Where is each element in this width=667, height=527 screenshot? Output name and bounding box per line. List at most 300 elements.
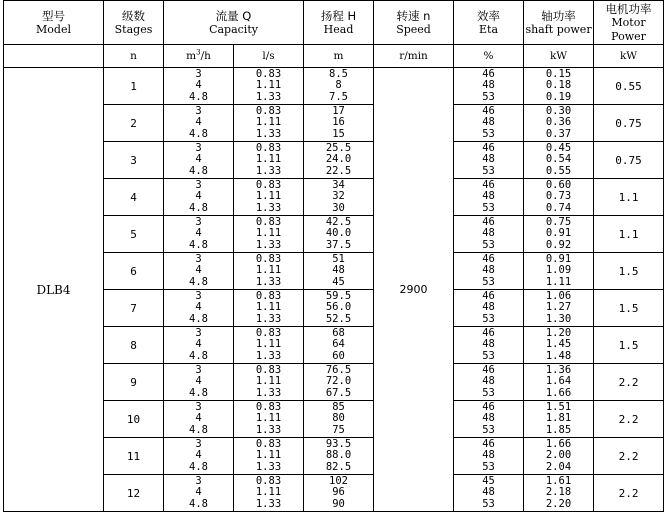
capacity-m3h-cell	[164, 68, 234, 105]
capacity-ls-cell-value: 1.33	[255, 90, 282, 103]
capacity-m3h-cell-value: 4	[195, 338, 202, 351]
head-cell-value: 82.5	[325, 460, 352, 473]
capacity-m3h-cell-value: 4.8	[189, 238, 208, 251]
head-cell-value: 56.0	[325, 301, 352, 314]
stage-cell: 11	[104, 438, 164, 475]
capacity-ls-cell-value: 1.11	[255, 412, 282, 425]
eta-cell	[454, 290, 524, 327]
motor-power-cell: 2.2	[594, 364, 664, 401]
capacity-ls-cell-value: 1.33	[255, 127, 282, 140]
motor-power-cell: 2.2	[594, 438, 664, 475]
eta-cell-value: 46	[482, 289, 495, 302]
shaft-power-cell-value: 1.85	[545, 423, 572, 436]
eta-cell-value: 46	[482, 67, 495, 80]
shaft-power-cell-value: 2.04	[545, 460, 572, 473]
capacity-ls-cell-value: 0.83	[255, 104, 282, 117]
head-cell-value: 45	[332, 275, 345, 288]
eta-cell-value: 45	[482, 474, 495, 487]
eta-cell-value: 48	[482, 375, 495, 388]
capacity-ls-cell	[234, 68, 304, 105]
capacity-m3h-cell-value: 4	[195, 116, 202, 129]
eta-cell-value: 46	[482, 252, 495, 265]
header-head-en: Head	[323, 22, 354, 36]
capacity-ls-cell-value: 1.11	[255, 264, 282, 277]
head-cell-value: 32	[332, 190, 345, 203]
capacity-ls-cell-value: 1.33	[255, 312, 282, 325]
header-stages-zh: 级数	[122, 8, 145, 23]
shaft-power-cell-value: 0.92	[545, 238, 572, 251]
shaft-power-cell-value: 1.66	[545, 386, 572, 399]
head-cell-value: 102	[329, 474, 348, 487]
head-cell	[304, 327, 374, 364]
capacity-ls-cell-value: 1.11	[255, 375, 282, 388]
capacity-ls-cell-value: 1.33	[255, 497, 282, 510]
shaft-power-cell	[524, 401, 594, 438]
eta-cell-value: 48	[482, 412, 495, 425]
eta-cell	[454, 142, 524, 179]
capacity-m3h-cell-value: 4	[195, 375, 202, 388]
header-shaft-power	[524, 1, 594, 45]
capacity-m3h-cell-value: 4.8	[189, 127, 208, 140]
capacity-ls-cell	[234, 475, 304, 512]
head-cell-value: 80	[332, 412, 345, 425]
motor-power-cell: 0.75	[594, 142, 664, 179]
capacity-m3h-cell	[164, 105, 234, 142]
head-cell	[304, 290, 374, 327]
eta-cell-value: 53	[482, 90, 495, 103]
capacity-m3h-cell-value: 3	[195, 326, 202, 339]
eta-cell-value: 53	[482, 275, 495, 288]
head-cell-value: 40.0	[325, 227, 352, 240]
capacity-m3h-cell-value: 4	[195, 190, 202, 203]
eta-cell	[454, 438, 524, 475]
shaft-power-cell-value: 1.81	[545, 412, 572, 425]
stage-cell: 10	[104, 401, 164, 438]
eta-cell-value: 48	[482, 449, 495, 462]
capacity-ls-cell-value: 1.33	[255, 460, 282, 473]
shaft-power-cell	[524, 179, 594, 216]
eta-cell	[454, 68, 524, 105]
capacity-m3h-cell	[164, 327, 234, 364]
shaft-power-cell-value: 0.36	[545, 116, 572, 129]
eta-cell-value: 53	[482, 312, 495, 325]
shaft-power-cell-value: 0.19	[545, 90, 572, 103]
eta-cell	[454, 327, 524, 364]
head-cell-value: 75	[332, 423, 345, 436]
stage-cell: 12	[104, 475, 164, 512]
head-cell-value: 68	[332, 326, 345, 339]
eta-cell	[454, 179, 524, 216]
header-row	[4, 1, 664, 45]
stage-cell: 1	[104, 68, 164, 105]
stage-cell: 2	[104, 105, 164, 142]
head-cell-value: 60	[332, 349, 345, 362]
head-cell-value: 30	[332, 201, 345, 214]
capacity-m3h-cell-value: 3	[195, 67, 202, 80]
head-cell-value: 85	[332, 400, 345, 413]
shaft-power-cell-value: 1.30	[545, 312, 572, 325]
capacity-m3h-cell-value: 4	[195, 153, 202, 166]
head-cell-value: 67.5	[325, 386, 352, 399]
capacity-m3h-cell-value: 4.8	[189, 497, 208, 510]
stage-cell: 4	[104, 179, 164, 216]
shaft-power-cell	[524, 475, 594, 512]
capacity-ls-cell-value: 1.33	[255, 386, 282, 399]
header-motor-power	[594, 1, 664, 45]
capacity-m3h-cell-value: 4	[195, 486, 202, 499]
eta-cell-value: 48	[482, 190, 495, 203]
capacity-ls-cell-value: 1.33	[255, 238, 282, 251]
units-speed: r/min	[374, 45, 454, 68]
eta-cell-value: 53	[482, 201, 495, 214]
stage-cell: 7	[104, 290, 164, 327]
header-shaft-zh: 轴功率	[541, 8, 576, 23]
capacity-ls-cell	[234, 364, 304, 401]
capacity-ls-cell-value: 0.83	[255, 215, 282, 228]
capacity-ls-cell-value: 0.83	[255, 252, 282, 265]
unit-m: m	[186, 50, 197, 62]
capacity-m3h-cell-value: 4	[195, 227, 202, 240]
header-shaft-en: shaft power	[525, 22, 592, 36]
shaft-power-cell-value: 1.66	[545, 437, 572, 450]
eta-cell-value: 46	[482, 400, 495, 413]
header-stages	[104, 1, 164, 45]
head-cell-value: 15	[332, 127, 345, 140]
shaft-power-cell-value: 0.74	[545, 201, 572, 214]
capacity-m3h-cell-value: 3	[195, 141, 202, 154]
capacity-m3h-cell-value: 4	[195, 301, 202, 314]
capacity-m3h-cell	[164, 401, 234, 438]
capacity-m3h-cell	[164, 364, 234, 401]
capacity-m3h-cell-value: 3	[195, 289, 202, 302]
capacity-m3h-cell-value: 3	[195, 104, 202, 117]
header-motor-zh: 电机功率	[605, 1, 652, 16]
units-motor: kW	[594, 45, 664, 68]
capacity-m3h-cell-value: 4	[195, 264, 202, 277]
capacity-m3h-cell-value: 4.8	[189, 201, 208, 214]
header-model-zh: 型号	[42, 8, 65, 23]
head-cell	[304, 105, 374, 142]
capacity-ls-cell	[234, 290, 304, 327]
shaft-power-cell-value: 0.55	[545, 164, 572, 177]
head-cell-value: 22.5	[325, 164, 352, 177]
head-cell-value: 90	[332, 497, 345, 510]
header-eta-zh: 效率	[477, 8, 501, 23]
shaft-power-cell-value: 0.37	[545, 127, 572, 140]
shaft-power-cell	[524, 290, 594, 327]
capacity-m3h-cell-value: 4.8	[189, 164, 208, 177]
capacity-ls-cell-value: 1.33	[255, 275, 282, 288]
capacity-m3h-cell	[164, 253, 234, 290]
capacity-m3h-cell-value: 4.8	[189, 349, 208, 362]
capacity-m3h-cell-value: 3	[195, 215, 202, 228]
capacity-ls-cell	[234, 253, 304, 290]
capacity-ls-cell-value: 1.11	[255, 79, 282, 92]
stage-cell: 3	[104, 142, 164, 179]
eta-cell-value: 53	[482, 349, 495, 362]
head-cell-value: 59.5	[325, 289, 352, 302]
eta-cell-value: 46	[482, 104, 495, 117]
motor-power-cell: 1.5	[594, 253, 664, 290]
capacity-ls-cell-value: 0.83	[255, 289, 282, 302]
head-cell-value: 24.0	[325, 153, 352, 166]
head-cell-value: 64	[332, 338, 345, 351]
head-cell-value: 25.5	[325, 141, 352, 154]
head-cell-value: 17	[332, 104, 345, 117]
shaft-power-cell-value: 0.54	[545, 153, 572, 166]
shaft-power-cell	[524, 327, 594, 364]
units-row	[4, 45, 664, 68]
capacity-m3h-cell-value: 4.8	[189, 423, 208, 436]
eta-cell-value: 48	[482, 301, 495, 314]
capacity-ls-cell-value: 0.83	[255, 437, 282, 450]
motor-power-cell: 1.5	[594, 327, 664, 364]
capacity-m3h-cell-value: 3	[195, 400, 202, 413]
eta-cell-value: 48	[482, 116, 495, 129]
head-cell-value: 42.5	[325, 215, 352, 228]
capacity-m3h-cell-value: 4.8	[189, 275, 208, 288]
eta-cell-value: 46	[482, 215, 495, 228]
header-stages-en: Stages	[114, 22, 153, 36]
capacity-ls-cell-value: 1.11	[255, 227, 282, 240]
head-cell	[304, 253, 374, 290]
eta-cell	[454, 253, 524, 290]
capacity-ls-cell-value: 1.11	[255, 486, 282, 499]
head-cell-value: 51	[332, 252, 345, 265]
eta-cell-value: 48	[482, 227, 495, 240]
model-cell: DLB4	[4, 68, 104, 512]
capacity-m3h-cell	[164, 475, 234, 512]
header-capacity-zh: 流量 Q	[215, 8, 252, 23]
shaft-power-cell	[524, 364, 594, 401]
motor-power-cell: 1.1	[594, 179, 664, 216]
shaft-power-cell-value: 1.09	[545, 264, 572, 277]
capacity-m3h-cell-value: 3	[195, 363, 202, 376]
shaft-power-cell	[524, 68, 594, 105]
header-eta	[454, 1, 524, 45]
head-cell-value: 48	[332, 264, 345, 277]
capacity-ls-cell-value: 1.33	[255, 349, 282, 362]
capacity-ls-cell-value: 1.33	[255, 423, 282, 436]
stage-cell: 9	[104, 364, 164, 401]
eta-cell-value: 53	[482, 460, 495, 473]
head-cell	[304, 438, 374, 475]
table-row	[4, 68, 664, 105]
shaft-power-cell	[524, 142, 594, 179]
capacity-ls-cell	[234, 179, 304, 216]
shaft-power-cell-value: 1.45	[545, 338, 572, 351]
motor-power-cell: 0.75	[594, 105, 664, 142]
shaft-power-cell-value: 1.48	[545, 349, 572, 362]
shaft-power-cell-value: 2.20	[545, 497, 572, 510]
motor-power-cell: 0.55	[594, 68, 664, 105]
eta-cell-value: 48	[482, 79, 495, 92]
capacity-m3h-cell	[164, 142, 234, 179]
head-cell-value: 8	[335, 79, 342, 92]
header-speed-en: Speed	[396, 22, 431, 36]
capacity-m3h-cell	[164, 438, 234, 475]
capacity-ls-cell-value: 0.83	[255, 363, 282, 376]
head-cell	[304, 68, 374, 105]
head-cell-value: 76.5	[325, 363, 352, 376]
eta-cell	[454, 364, 524, 401]
capacity-ls-cell-value: 1.11	[255, 190, 282, 203]
capacity-m3h-cell-value: 4.8	[189, 312, 208, 325]
capacity-ls-cell-value: 0.83	[255, 400, 282, 413]
header-capacity-en: Capacity	[209, 22, 258, 36]
head-cell-value: 7.5	[329, 90, 348, 103]
head-cell	[304, 142, 374, 179]
header-eta-en: Eta	[479, 22, 499, 36]
eta-cell-value: 53	[482, 164, 495, 177]
head-cell-value: 8.5	[329, 67, 348, 80]
capacity-m3h-cell-value: 4.8	[189, 90, 208, 103]
head-cell-value: 88.0	[325, 449, 352, 462]
shaft-power-cell-value: 1.27	[545, 301, 572, 314]
eta-cell-value: 46	[482, 363, 495, 376]
capacity-m3h-cell-value: 4	[195, 412, 202, 425]
shaft-power-cell-value: 0.45	[545, 141, 572, 154]
units-model-empty	[4, 45, 104, 68]
head-cell	[304, 216, 374, 253]
eta-cell-value: 53	[482, 238, 495, 251]
speed-cell: 2900	[374, 68, 454, 512]
capacity-ls-cell-value: 0.83	[255, 67, 282, 80]
units-stages: n	[104, 45, 164, 68]
capacity-ls-cell-value: 1.33	[255, 164, 282, 177]
header-capacity	[164, 1, 304, 45]
motor-power-cell: 1.5	[594, 290, 664, 327]
shaft-power-cell-value: 1.20	[545, 326, 572, 339]
shaft-power-cell-value: 2.00	[545, 449, 572, 462]
shaft-power-cell-value: 0.91	[545, 227, 572, 240]
head-cell-value: 34	[332, 178, 345, 191]
head-cell-value: 93.5	[325, 437, 352, 450]
shaft-power-cell-value: 1.61	[545, 474, 572, 487]
shaft-power-cell	[524, 216, 594, 253]
eta-cell	[454, 475, 524, 512]
eta-cell-value: 53	[482, 386, 495, 399]
shaft-power-cell-value: 1.36	[545, 363, 572, 376]
head-cell	[304, 401, 374, 438]
units-shaft: kW	[524, 45, 594, 68]
eta-cell-value: 48	[482, 338, 495, 351]
head-cell-value: 52.5	[325, 312, 352, 325]
unit-sup-3: 3	[196, 48, 201, 57]
head-cell-value: 16	[332, 116, 345, 129]
shaft-power-cell-value: 0.15	[545, 67, 572, 80]
shaft-power-cell-value: 0.73	[545, 190, 572, 203]
eta-cell-value: 53	[482, 423, 495, 436]
header-speed	[374, 1, 454, 45]
header-model-en: Model	[36, 22, 71, 36]
header-head-zh: 扬程 H	[320, 8, 357, 23]
capacity-ls-cell-value: 1.11	[255, 153, 282, 166]
shaft-power-cell-value: 0.75	[545, 215, 572, 228]
table-body	[4, 1, 664, 512]
motor-power-cell: 2.2	[594, 401, 664, 438]
motor-power-cell: 1.1	[594, 216, 664, 253]
capacity-ls-cell-value: 1.11	[255, 338, 282, 351]
eta-cell-value: 48	[482, 153, 495, 166]
capacity-ls-cell	[234, 327, 304, 364]
eta-cell-value: 53	[482, 497, 495, 510]
capacity-ls-cell-value: 0.83	[255, 474, 282, 487]
capacity-ls-cell	[234, 438, 304, 475]
units-head: m	[304, 45, 374, 68]
head-cell-value: 96	[332, 486, 345, 499]
pump-spec-table	[3, 0, 664, 512]
header-model	[4, 1, 104, 45]
capacity-ls-cell	[234, 216, 304, 253]
shaft-power-cell-value: 0.18	[545, 79, 572, 92]
shaft-power-cell-value: 1.06	[545, 289, 572, 302]
head-cell-value: 72.0	[325, 375, 352, 388]
shaft-power-cell-value: 0.60	[545, 178, 572, 191]
stage-cell: 8	[104, 327, 164, 364]
head-cell	[304, 475, 374, 512]
capacity-m3h-cell	[164, 216, 234, 253]
eta-cell	[454, 401, 524, 438]
eta-cell-value: 46	[482, 141, 495, 154]
eta-cell	[454, 105, 524, 142]
capacity-m3h-cell-value: 3	[195, 474, 202, 487]
capacity-ls-cell-value: 0.83	[255, 326, 282, 339]
capacity-m3h-cell-value: 4.8	[189, 460, 208, 473]
capacity-ls-cell-value: 0.83	[255, 141, 282, 154]
capacity-m3h-cell-value: 3	[195, 437, 202, 450]
header-head	[304, 1, 374, 45]
stage-cell: 6	[104, 253, 164, 290]
shaft-power-cell	[524, 253, 594, 290]
shaft-power-cell-value: 2.18	[545, 486, 572, 499]
capacity-m3h-cell-value: 4.8	[189, 386, 208, 399]
capacity-ls-cell-value: 1.11	[255, 301, 282, 314]
capacity-ls-cell-value: 1.11	[255, 116, 282, 129]
header-speed-zh: 转速 n	[396, 8, 431, 23]
capacity-m3h-cell-value: 3	[195, 252, 202, 265]
capacity-m3h-cell	[164, 179, 234, 216]
capacity-ls-cell	[234, 105, 304, 142]
capacity-m3h-cell-value: 4	[195, 449, 202, 462]
motor-power-cell: 2.2	[594, 475, 664, 512]
capacity-m3h-cell-value: 4	[195, 79, 202, 92]
capacity-ls-cell-value: 0.83	[255, 178, 282, 191]
eta-cell-value: 48	[482, 486, 495, 499]
capacity-ls-cell-value: 1.11	[255, 449, 282, 462]
head-cell	[304, 179, 374, 216]
units-capacity-m3h	[164, 45, 234, 68]
eta-cell-value: 46	[482, 437, 495, 450]
capacity-m3h-cell-value: 3	[195, 178, 202, 191]
head-cell-value: 37.5	[325, 238, 352, 251]
capacity-ls-cell	[234, 401, 304, 438]
unit-per-h: /h	[200, 50, 211, 62]
eta-cell-value: 46	[482, 178, 495, 191]
capacity-ls-cell	[234, 142, 304, 179]
eta-cell-value: 53	[482, 127, 495, 140]
capacity-ls-cell-value: 1.33	[255, 201, 282, 214]
eta-cell	[454, 216, 524, 253]
shaft-power-cell	[524, 438, 594, 475]
shaft-power-cell-value: 1.64	[545, 375, 572, 388]
stage-cell: 5	[104, 216, 164, 253]
head-cell	[304, 364, 374, 401]
shaft-power-cell-value: 1.51	[545, 400, 572, 413]
eta-cell-value: 46	[482, 326, 495, 339]
header-motor-en: Motor Power	[611, 15, 646, 43]
units-eta: %	[454, 45, 524, 68]
